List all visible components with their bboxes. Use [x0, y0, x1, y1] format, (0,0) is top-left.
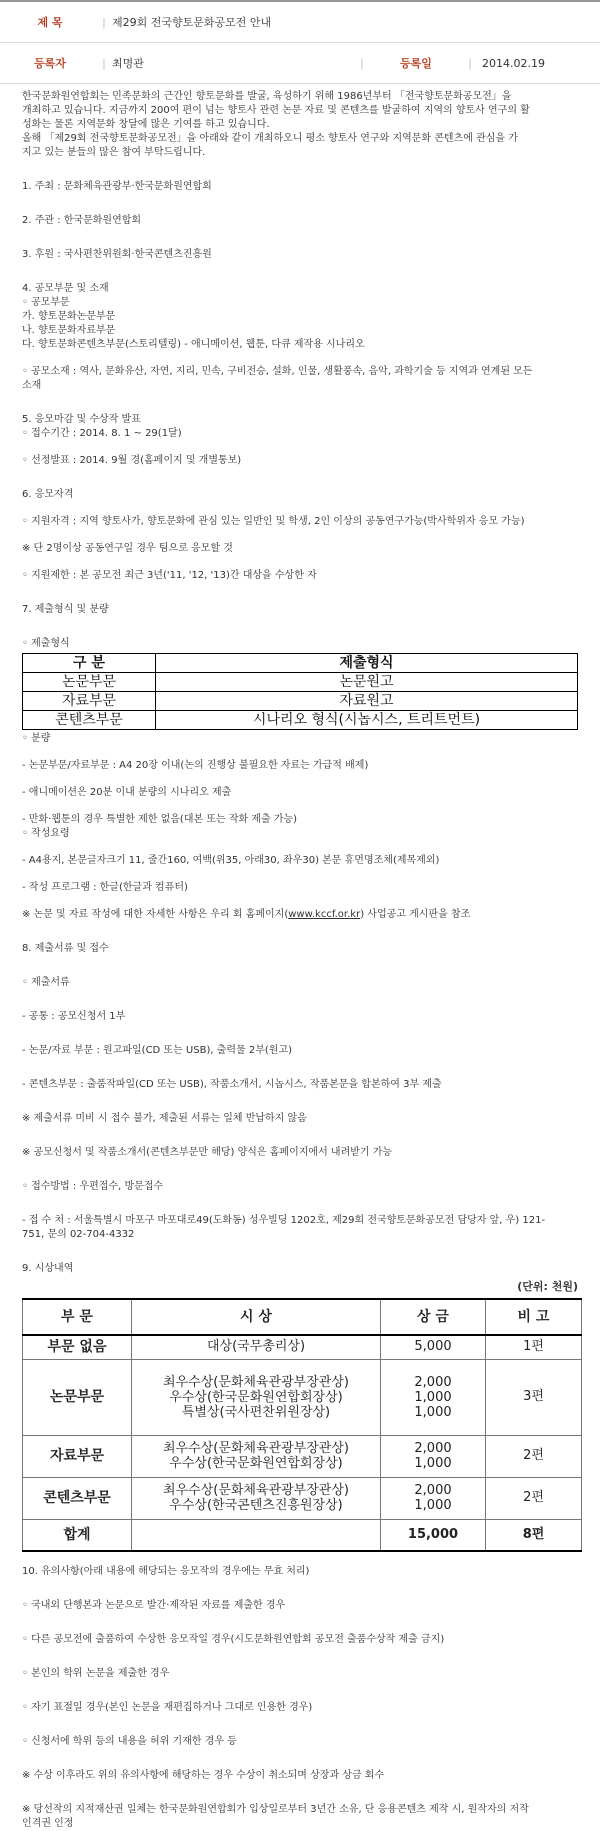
post-meta — [0, 0, 600, 84]
team-note: ※ 단 2명이상 공동연구일 경우 팀으로 응모할 것 — [22, 543, 233, 554]
category-cell: 콘텐츠부문 — [23, 1477, 132, 1519]
category-item: 가. 향토문화논문부문 — [22, 311, 116, 322]
note-cell: 2편 — [486, 1477, 582, 1519]
award-cell — [132, 1435, 381, 1477]
docs-label: ◦ 제출서류 — [22, 977, 70, 988]
award-name: 특별상(국사편찬위원장상) — [181, 1404, 331, 1420]
doc-line: - 공통 : 공모신청서 1부 — [22, 1011, 126, 1022]
total-label: 합계 — [23, 1519, 132, 1551]
amount-line: - 만화·웹툰의 경우 특별한 제한 없음(대본 또는 작화 제출 가능) — [22, 814, 298, 825]
table-row — [23, 692, 578, 711]
write-label: ◦ 작성요령 — [22, 828, 70, 839]
amount-cell — [381, 1359, 486, 1435]
caution-item: ◦ 다른 공모전에 출품하여 수상한 응모작일 경우(시도문화원연합회 공모전 출품수상작 제출 금지) — [22, 1633, 445, 1645]
doc-note: ※ 공모신청서 및 작품소개서(콘텐츠부문만 해당) 양식은 홈페이지에서 내려받기 가능 — [22, 1147, 393, 1158]
intro-paragraph — [22, 90, 582, 160]
period-line: ◦ 접수기간 : 2014. 8. 1 ~ 29(1달) — [22, 428, 182, 439]
table-row — [23, 673, 578, 692]
award-cell — [132, 1477, 381, 1519]
homepage-link[interactable]: www.kccf.or.kr — [288, 909, 361, 920]
section-title: 10. 유의사항(아래 내용에 해당되는 응모작의 경우에는 무효 처리) — [22, 1565, 310, 1577]
table-row — [23, 1435, 582, 1477]
section-format — [22, 603, 582, 651]
note-cell: 2편 — [486, 1435, 582, 1477]
caution-item: ◦ 본인의 학위 논문을 제출한 경우 — [22, 1667, 170, 1679]
amount-line: - 애니메이션은 20분 이내 분량의 시나리오 제출 — [22, 787, 232, 798]
divider: | — [102, 15, 106, 29]
amount-label: ◦ 분량 — [22, 733, 51, 744]
section-deadline — [22, 413, 582, 468]
material-line: ◦ 공모소재 : 역사, 문화유산, 자연, 지리, 민속, 구비전승, 설화, 인물, 생활풍속, 음악, 과학기술 등 지역과 연계된 모든 — [22, 366, 533, 377]
caution-note: ※ 당선작의 지적재산권 일체는 한국문화원연합회가 입상일로부터 3년간 소유, 단 응용콘텐츠 제작 시, 원작자의 저작 — [22, 1803, 529, 1815]
table-row — [23, 1359, 582, 1435]
sponsor-line: 3. 후원 : 국사편찬위원회·한국콘텐츠진흥원 — [22, 249, 212, 260]
table-cell: 콘텐츠부문 — [23, 711, 156, 730]
intro-line: 올해 「제29회 전국향토문화공모전」을 아래와 같이 개최하오니 평소 향토사 연구와 지역문화 콘텐츠에 관심을 가 — [22, 133, 518, 144]
category-cell: 논문부문 — [23, 1359, 132, 1435]
amount-cell — [381, 1477, 486, 1519]
award-amount: 2,000 — [414, 1374, 452, 1390]
caution-item: ◦ 신청서에 학위 등의 내용을 허위 기재한 경우 등 — [22, 1735, 237, 1747]
table-row — [23, 1335, 582, 1359]
col-header: 제출형식 — [156, 654, 578, 673]
award-name: 우수상(한국문화원연합회장상) — [169, 1389, 343, 1405]
write-note-text: ※ 논문 및 자료 작성에 대한 자세한 사항은 우리 회 홈페이지( — [22, 909, 289, 920]
note-cell: 1편 — [486, 1335, 582, 1359]
author-label: 등록자 — [34, 57, 66, 70]
intro-line: 한국문화원연합회는 민족문화의 근간인 향토문화를 발굴, 육성하기 위해 1986년부터 「전국향토문화공모전」을 — [22, 91, 512, 102]
amount-line: - 논문부문/자료부문 : A4 20장 이내(논의 진행상 불필요한 자료는 가급적 배제) — [22, 760, 369, 771]
award-amount: 5,000 — [414, 1339, 452, 1355]
section-title: 8. 제출서류 및 접수 — [22, 943, 109, 954]
doc-note: ※ 제출서류 미비 시 접수 불가, 제출된 서류는 일체 반납하지 않음 — [22, 1113, 307, 1124]
award-amount: 1,000 — [414, 1456, 452, 1471]
caution-note: 인격권 인정 — [22, 1817, 74, 1829]
awards-table — [22, 1298, 582, 1552]
write-note-text: ) 사업공고 게시판을 참조 — [360, 909, 471, 920]
caution-item: ◦ 국내외 단행본과 논문으로 발간·제작된 자료를 제출한 경우 — [22, 1599, 286, 1611]
write-line: - A4용지, 본문글자크기 11, 줄간160, 여백(위35, 아래30, 좌우30) 본문 휴먼명조체(제목제외) — [22, 855, 440, 866]
author-name: 최명관 — [112, 57, 144, 70]
award-name: 우수상(한국콘텐츠진흥원장상) — [169, 1498, 343, 1513]
table-cell: 논문부문 — [23, 673, 156, 692]
caution-note: ※ 수상 이후라도 위의 유의사항에 해당하는 경우 수상이 취소되며 상장과 상금 회수 — [22, 1769, 385, 1781]
amount-block — [22, 732, 582, 922]
col-header: 부 문 — [23, 1299, 132, 1335]
table-cell: 자료부문 — [23, 692, 156, 711]
form-label: ◦ 제출형식 — [22, 638, 70, 649]
method-line: ◦ 접수방법 : 우편접수, 방문접수 — [22, 1181, 164, 1192]
table-header — [23, 654, 578, 673]
table-cell: 자료원고 — [156, 692, 578, 711]
section-cautions — [22, 1565, 582, 1831]
divider: | — [360, 56, 364, 70]
doc-line: - 콘텐츠부문 : 출품작파일(CD 또는 USB), 작품소개서, 시놉시스, 작품본문을 합본하여 3부 제출 — [22, 1079, 442, 1090]
section-title: 5. 응모마감 및 수상작 발표 — [22, 414, 141, 425]
award-amount: 2,000 — [414, 1441, 452, 1456]
table-header — [23, 1299, 582, 1335]
col-header: 시 상 — [132, 1299, 381, 1335]
section-categories — [22, 282, 582, 393]
table-cell: 논문원고 — [156, 673, 578, 692]
category-cell: 부문 없음 — [23, 1335, 132, 1359]
section-documents — [22, 942, 582, 1242]
author-date-row — [0, 43, 600, 84]
announce-line: ◦ 선정발표 : 2014. 9월 경(홈페이지 및 개별통보) — [22, 455, 242, 466]
host-line: 1. 주최 : 문화체육관광부·한국문화원연합회 — [22, 181, 212, 192]
award-amount: 2,000 — [414, 1483, 452, 1498]
amount-cell — [381, 1335, 486, 1359]
table-row — [23, 711, 578, 730]
col-header: 비 고 — [486, 1299, 582, 1335]
address-line: - 접 수 처 : 서울특별시 마포구 마포대로49(도화동) 성우빌딩 1202호, 제29회 전국향토문화공모전 담당자 앞, 우) 121- — [22, 1215, 546, 1226]
award-amount: 1,000 — [414, 1389, 452, 1405]
award-amount: 1,000 — [414, 1498, 452, 1513]
note-cell: 3편 — [486, 1359, 582, 1435]
title-row — [0, 0, 600, 43]
section-title: 9. 시상내역 — [22, 1263, 74, 1274]
caution-item: ◦ 자기 표절일 경우(본인 논문을 재편집하거나 그대로 인용한 경우) — [22, 1701, 313, 1713]
intro-line: 성화는 물론 지역문화 창달에 많은 기여를 하고 있습니다. — [22, 119, 270, 130]
category-cell: 자료부문 — [23, 1435, 132, 1477]
total-empty — [132, 1519, 381, 1551]
section-title: 7. 제출형식 및 분량 — [22, 604, 109, 615]
award-name: 우수상(한국문화원연합회장상) — [169, 1456, 343, 1471]
section-subtitle: ◦ 공모부문 — [22, 297, 70, 308]
category-item: 다. 향토문화콘텐츠부문(스토리텔링) - 애니메이션, 웹툰, 다큐 제작용 시나리오 — [22, 339, 365, 350]
divider: | — [468, 56, 472, 70]
material-line: 소재 — [22, 380, 42, 391]
address-line: 751, 문의 02-704-4332 — [22, 1229, 135, 1240]
award-name: 최우수상(문화체육관광부장관상) — [163, 1374, 349, 1390]
unit-label: (단위: 천원) — [517, 1280, 578, 1293]
total-row — [23, 1519, 582, 1551]
write-line: - 작성 프로그램 : 한글(한글과 컴퓨터) — [22, 882, 188, 893]
intro-line: 개최하고 있습니다. 지금까지 200여 편이 넘는 향토사 관련 논문 자료 및 콘텐츠를 발굴하여 지역의 향토사 연구의 활 — [22, 105, 530, 116]
col-header: 구 분 — [23, 654, 156, 673]
amount-cell — [381, 1435, 486, 1477]
divider: | — [102, 56, 106, 70]
section-title: 4. 공모부문 및 소재 — [22, 283, 109, 294]
intro-line: 지고 있는 분들의 많은 참여 부탁드립니다. — [22, 147, 206, 158]
table-row — [23, 1477, 582, 1519]
table-cell: 시나리오 형식(시놉시스, 트리트먼트) — [156, 711, 578, 730]
section-title: 6. 응모자격 — [22, 489, 74, 500]
award-amount: 1,000 — [414, 1404, 452, 1420]
post-title: 제29회 전국향토문화공모전 안내 — [112, 16, 272, 29]
organizer-line: 2. 주관 : 한국문화원연합회 — [22, 215, 142, 226]
award-name: 최우수상(문화체육관광부장관상) — [163, 1441, 349, 1456]
award-name: 최우수상(문화체육관광부장관상) — [163, 1483, 349, 1498]
post-date: 2014.02.19 — [482, 56, 545, 70]
write-note — [22, 908, 582, 922]
total-amount: 15,000 — [381, 1519, 486, 1551]
qualification-line: ◦ 지원자격 : 지역 향토사가, 향토문화에 관심 있는 일반인 및 학생, 2인 이상의 공동연구가능(박사학위자 응모 가능) — [22, 516, 525, 527]
award-name: 대상(국무총리상) — [206, 1339, 306, 1355]
doc-line: - 논문/자료 부문 : 원고파일(CD 또는 USB), 출력물 2부(원고) — [22, 1045, 293, 1056]
restriction-line: ◦ 지원제한 : 본 공모전 최근 3년('11, '12, '13)간 대상을 수상한 자 — [22, 570, 317, 581]
section-eligibility — [22, 488, 582, 583]
format-table — [22, 653, 578, 730]
date-label: 등록일 — [400, 57, 432, 70]
award-cell — [132, 1359, 381, 1435]
section-awards — [22, 1262, 582, 1294]
award-cell — [132, 1335, 381, 1359]
col-header: 상 금 — [381, 1299, 486, 1335]
category-item: 나. 향토문화자료부문 — [22, 325, 116, 336]
total-count: 8편 — [486, 1519, 582, 1551]
title-label: 제 목 — [37, 16, 63, 29]
post-body — [22, 90, 582, 1831]
